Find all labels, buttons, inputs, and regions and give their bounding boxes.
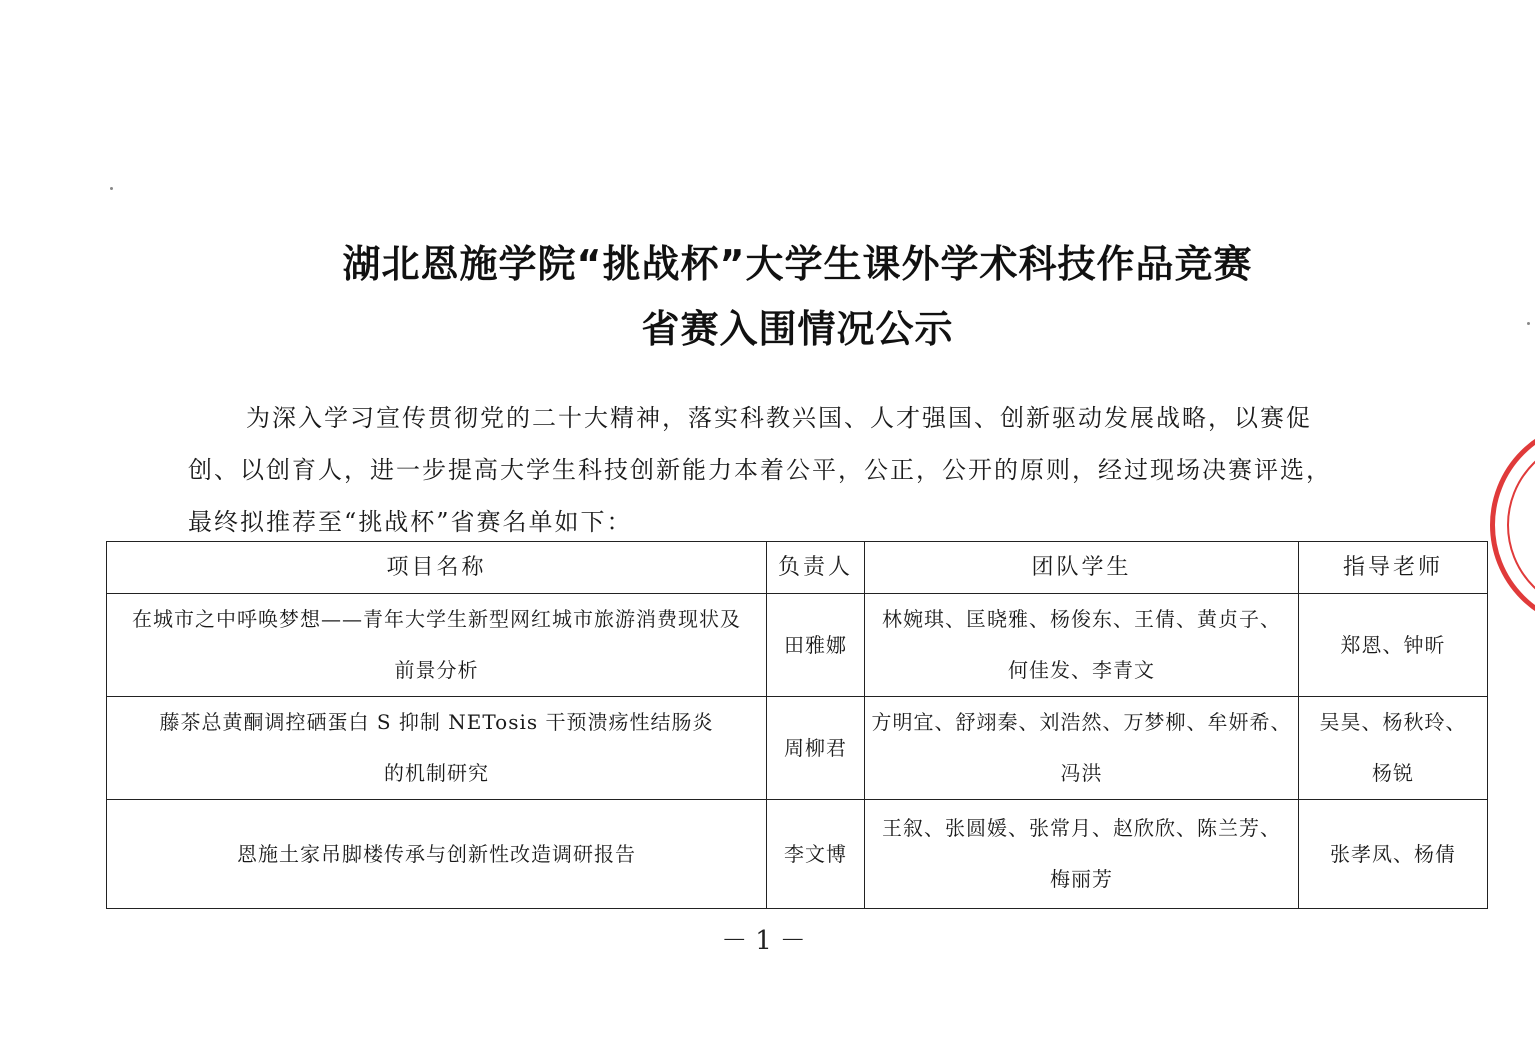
official-seal-icon xyxy=(1490,420,1535,630)
header-project-name: 项目名称 xyxy=(107,542,767,594)
advisors-line: 张孝凤、杨倩 xyxy=(1330,841,1456,866)
leader-cell: 周柳君 xyxy=(767,697,865,800)
advisors-cell xyxy=(1299,800,1488,909)
header-team-students: 团队学生 xyxy=(865,542,1299,594)
project-name-line: 在城市之中呼唤梦想——青年大学生新型网红城市旅游消费现状及 xyxy=(132,607,741,631)
intro-paragraph-line3: 最终拟推荐至“挑战杯”省赛名单如下： xyxy=(188,508,633,536)
scan-speck xyxy=(110,187,113,190)
leader-cell: 田雅娜 xyxy=(767,594,865,697)
advisors-cell xyxy=(1299,697,1488,800)
advisors-line: 吴昊、杨秋玲、 xyxy=(1319,710,1467,734)
intro-paragraph-line2: 创、以创育人，进一步提高大学生科技创新能力本着公平，公正，公开的原则，经过现场决赛评选， xyxy=(188,456,1332,484)
document-title-line1: 湖北恩施学院“挑战杯”大学生课外学术科技作品竞赛 xyxy=(342,242,1253,286)
header-leader: 负责人 xyxy=(767,542,865,594)
page-number: －1－ xyxy=(721,926,814,956)
intro-paragraph-line1: 为深入学习宣传贯彻党的二十大精神，落实科教兴国、人才强国、创新驱动发展战略，以赛促 xyxy=(246,404,1312,432)
project-name-line: 的机制研究 xyxy=(384,761,489,785)
recommendation-table xyxy=(106,541,1488,909)
project-name-line: 前景分析 xyxy=(394,658,479,682)
leader-cell: 李文博 xyxy=(767,800,865,909)
advisors-line: 郑恩、钟昕 xyxy=(1340,632,1446,657)
students-cell xyxy=(865,697,1299,800)
students-line: 梅丽芳 xyxy=(1050,867,1113,891)
header-advisors: 指导老师 xyxy=(1299,542,1488,594)
advisors-line: 杨锐 xyxy=(1372,761,1414,785)
students-cell xyxy=(865,800,1299,909)
project-name-line: 藤茶总黄酮调控硒蛋白 S 抑制 NETosis 干预溃疡性结肠炎 xyxy=(159,710,714,734)
students-line: 方明宜、舒翊秦、刘浩然、万梦柳、牟妍希、 xyxy=(871,710,1292,734)
table-row xyxy=(107,800,1488,909)
students-line: 王叙、张圆媛、张常月、赵欣欣、陈兰芳、 xyxy=(882,816,1281,840)
students-cell xyxy=(865,594,1299,697)
students-line: 林婉琪、匡晓雅、杨俊东、王倩、黄贞子、 xyxy=(882,607,1281,631)
scan-speck xyxy=(1527,322,1530,325)
table-header-row xyxy=(107,542,1488,594)
table-row xyxy=(107,594,1488,697)
students-line: 冯洪 xyxy=(1060,761,1103,785)
students-line: 何佳发、李青文 xyxy=(1008,658,1155,682)
table-row xyxy=(107,697,1488,800)
seal-inner-ring xyxy=(1507,437,1535,613)
project-name-cell xyxy=(107,800,767,909)
project-name-line: 恩施土家吊脚楼传承与创新性改造调研报告 xyxy=(237,841,636,866)
advisors-cell xyxy=(1299,594,1488,697)
project-name-cell xyxy=(107,697,767,800)
document-title-line2: 省赛入围情况公示 xyxy=(641,307,954,351)
project-name-cell xyxy=(107,594,767,697)
